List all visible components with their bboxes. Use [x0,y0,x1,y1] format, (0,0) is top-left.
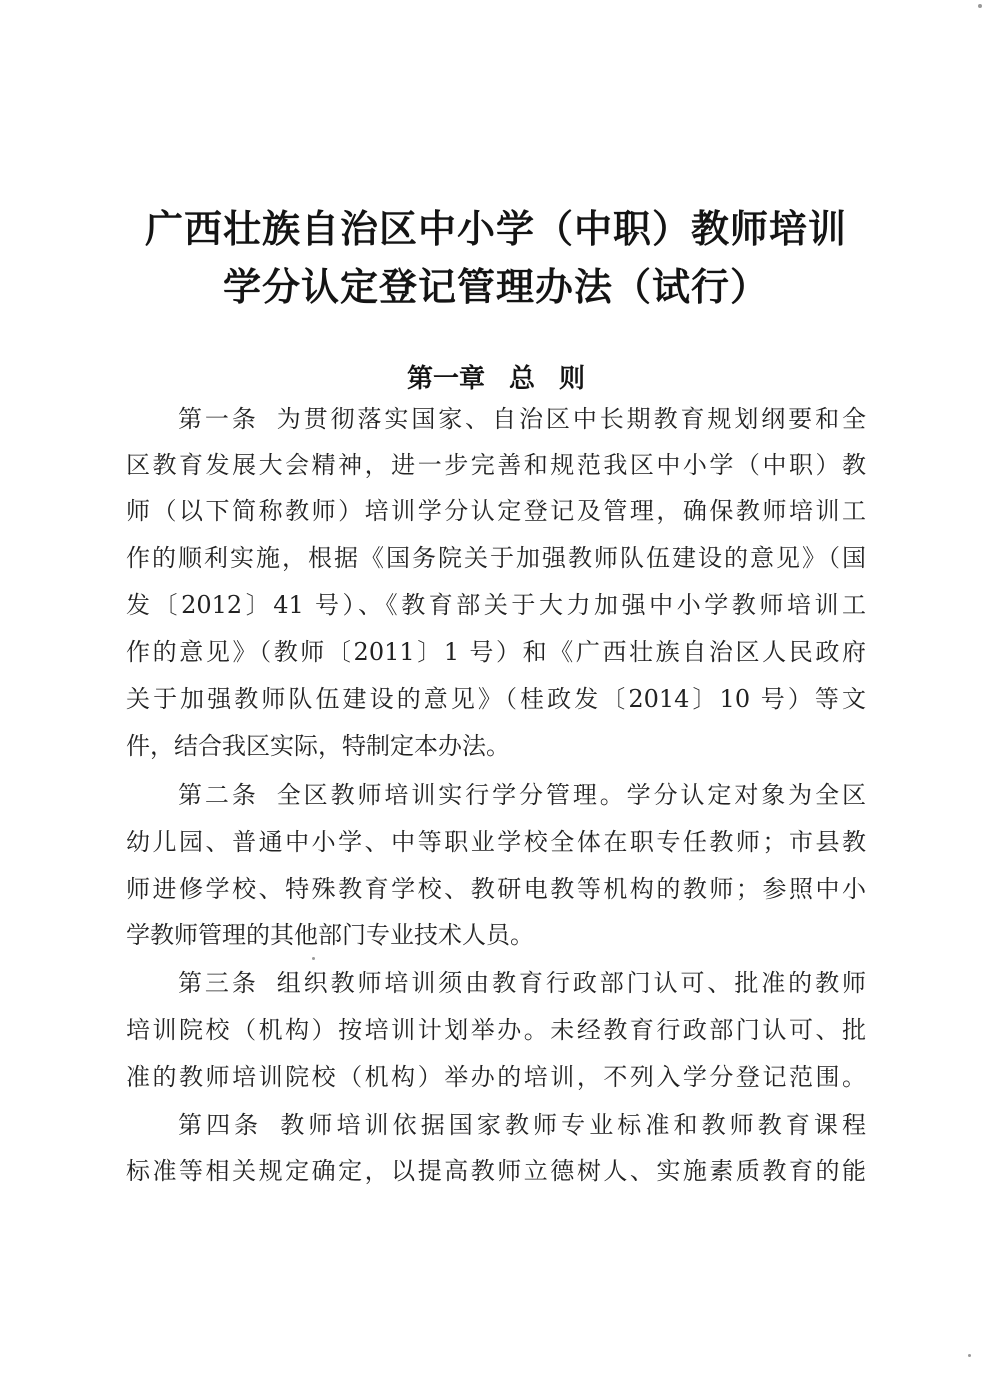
article-4-line-1 [126,1110,866,1140]
article-2-line-2: 幼儿园、普通中小学、中等职业学校全体在职专任教师；市县教 [126,828,866,856]
article-1-line-5: 发〔2012〕41 号）、《教育部关于大力加强中小学教师培训工 [126,591,866,619]
article-1-text-1: 为贯彻落实国家、自治区中长期教育规划纲要和全 [276,405,866,433]
article-3-line-3: 准的教师培训院校（机构）举办的培训，不列入学分登记范围。 [126,1063,866,1091]
chapter-heading [0,358,992,395]
article-1-line-4: 作的顺利实施，根据《国务院关于加强教师队伍建设的意见》（国 [126,544,866,572]
article-4-text-1: 教师培训依据国家教师专业标准和教师教育课程 [280,1111,867,1139]
article-1-line-8: 件，结合我区实际，特制定本办法。 [126,732,510,760]
chapter-word-1: 总 [508,364,535,394]
article-4-line-2: 标准等相关规定确定，以提高教师立德树人、实施素质教育的能 [126,1157,866,1185]
document-title-line1: 广西壮族自治区中小学（中职）教师培训 [144,206,847,251]
article-2-text-1: 全区教师培训实行学分管理。学分认定对象为全区 [276,781,866,809]
article-1-line-6: 作的意见》（教师〔2011〕1 号）和《广西壮族自治区人民政府 [126,638,866,666]
article-2-line-3: 师进修学校、特殊教育学校、教研电教等机构的教师；参照中小 [126,875,866,903]
article-1-line-3: 师（以下简称教师）培训学分认定登记及管理，确保教师培训工 [126,497,866,525]
article-3-text-1: 组织教师培训须由教育行政部门认可、批准的教师 [276,969,866,997]
article-3-label: 第三条 [178,969,259,997]
scan-speck [968,1354,971,1357]
scan-speck [978,4,982,8]
article-1-label: 第一条 [178,405,259,433]
chapter-word-2: 则 [559,364,586,394]
chapter-prefix: 第一章 [406,364,485,394]
article-2-label: 第二条 [178,781,259,809]
article-1-line-2: 区教育发展大会精神，进一步完善和规范我区中小学（中职）教 [126,451,866,479]
article-3-line-1 [126,968,866,998]
article-2-line-1 [126,780,866,810]
scan-speck [312,957,315,960]
article-1-line-7: 关于加强教师队伍建设的意见》（桂政发〔2014〕10 号）等文 [126,685,866,713]
article-1-line-1 [126,404,866,434]
document-title-line2: 学分认定登记管理办法（试行） [222,264,769,309]
article-2-line-4: 学教师管理的其他部门专业技术人员。 [126,921,534,949]
article-3-line-2: 培训院校（机构）按培训计划举办。未经教育行政部门认可、批 [126,1016,866,1044]
article-4-label: 第四条 [178,1111,263,1139]
